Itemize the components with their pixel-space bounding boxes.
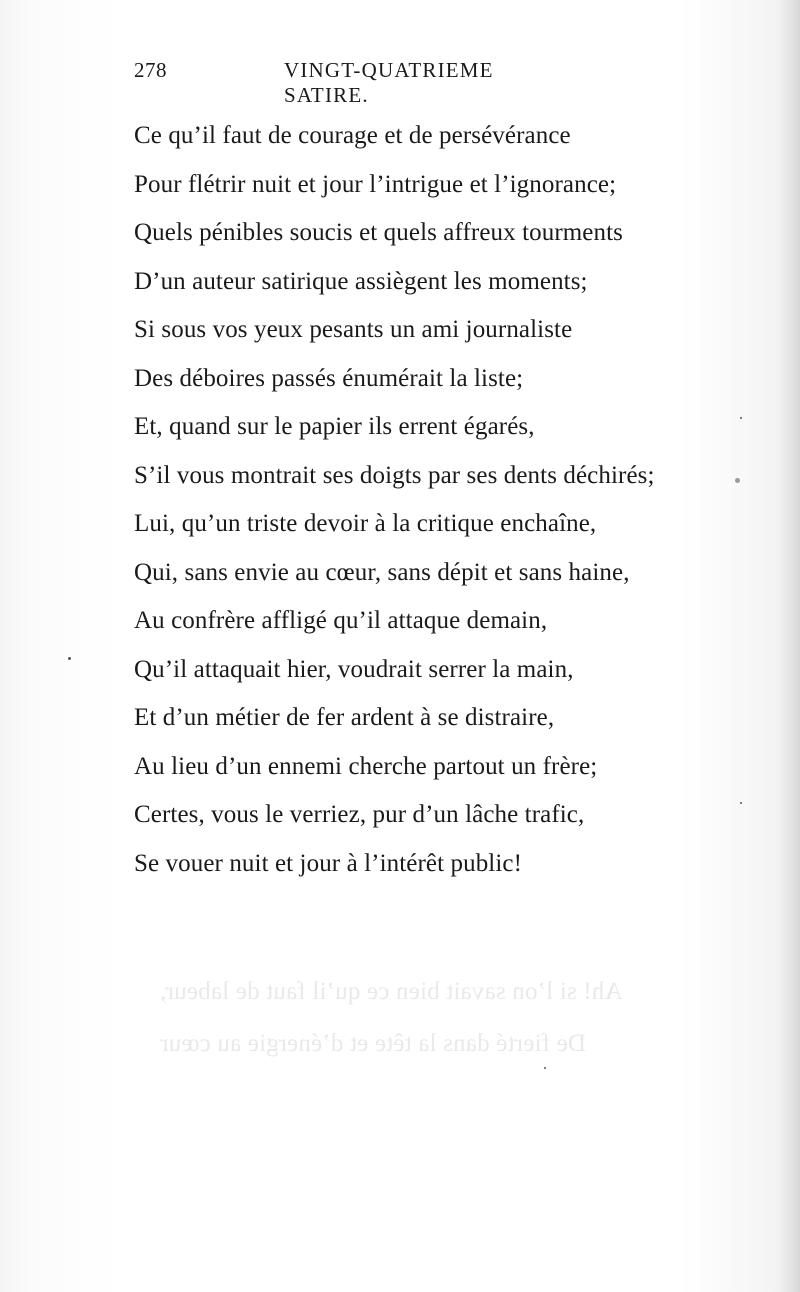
verse-line: Qui, sans envie au cœur, sans dépit et sans haine, (134, 558, 630, 586)
verse-line: Au lieu d’un ennemi cherche partout un frère; (134, 752, 598, 780)
verse-line: S’il vous montrait ses doigts par ses dents déchirés; (134, 461, 655, 489)
verse-line: Quels pénibles soucis et quels affreux tourments (134, 219, 623, 246)
print-speck (740, 417, 742, 419)
verse-line: Ce qu’il faut de courage et de persévérance (134, 122, 571, 149)
print-speck (735, 478, 740, 483)
bleed-through-line: De fierté dans la tête et d’énergie au cœur (160, 1030, 586, 1057)
running-title: VINGT-QUATRIEME SATIRE. (284, 58, 494, 107)
bleed-through-line: Ah! si l’on savait bien ce qu’il faut de labeur, (160, 978, 623, 1005)
page-edge-shadow (778, 0, 800, 1292)
verse-line: Certes, vous le verriez, pur d’un lâche trafic, (134, 801, 585, 828)
print-speck (68, 657, 71, 660)
verse-line: Au confrère affligé qu’il attaque demain, (134, 607, 548, 634)
verse-line: Lui, qu’un triste devoir à la critique enchaîne, (134, 510, 597, 537)
page-number: 278 (134, 58, 167, 82)
verse-line: Qu’il attaquait hier, voudrait serrer la main, (134, 655, 574, 683)
verse-line: Et d’un métier de fer ardent à se distraire, (134, 704, 555, 731)
print-speck (544, 1067, 546, 1069)
verse-line: Si sous vos yeux pesants un ami journaliste (134, 316, 573, 343)
verse-line: Pour flétrir nuit et jour l’intrigue et l’ignorance; (134, 170, 617, 198)
verse-line: D’un auteur satirique assiègent les moments; (134, 267, 588, 295)
running-header (134, 58, 584, 107)
verse-line: Se vouer nuit et jour à l’intérêt public! (134, 849, 523, 877)
verse-line: Et, quand sur le papier ils errent égarés, (134, 413, 535, 440)
verse-line: Des déboires passés énumérait la liste; (134, 364, 524, 392)
print-speck (740, 802, 742, 804)
verse-block (134, 112, 734, 888)
